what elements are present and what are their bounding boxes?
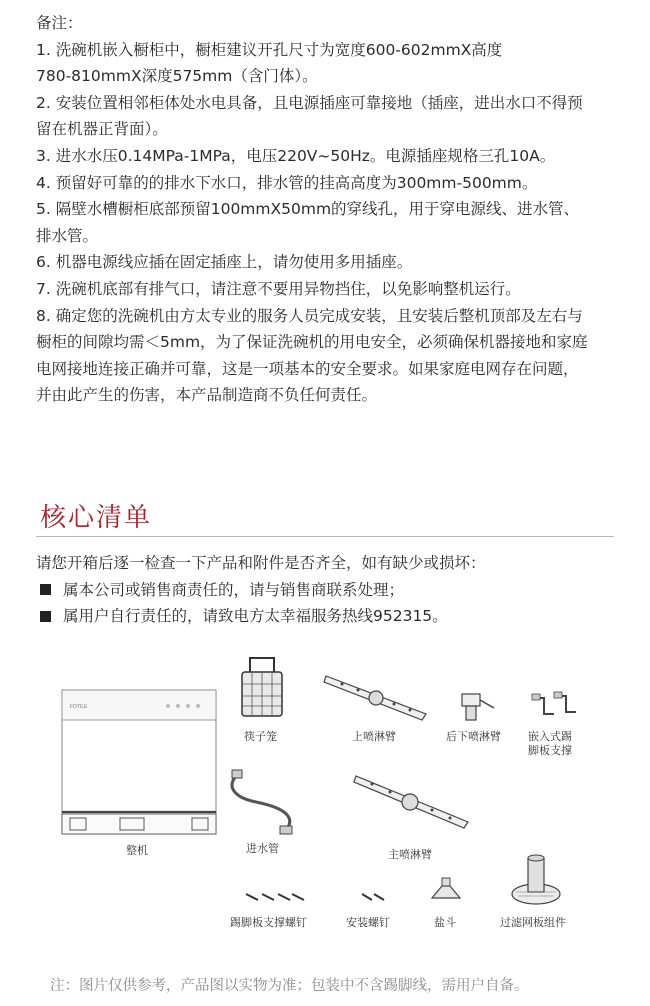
kickplate-bracket-label-1: 嵌入式踢 (528, 730, 572, 743)
install-screws-illustration (358, 886, 388, 906)
notes-line: 6. 机器电源线应插在固定插座上，请勿使用多用插座。 (36, 253, 413, 272)
square-bullet-icon (40, 611, 51, 622)
rear-lower-spray-arm-label: 后下喷淋臂 (446, 730, 501, 743)
checklist-title: 核心清单 (40, 503, 153, 533)
footnote: 注：图片仅供参考，产品图以实物为准；包装中不含踢脚线，需用户自备。 (50, 978, 529, 994)
checklist-bullet-item (36, 603, 486, 630)
rear-lower-spray-arm-illustration (456, 688, 500, 724)
dishwasher-brand-text: FOTILE (70, 704, 88, 710)
checklist-bullet-item (36, 577, 486, 604)
notes-line: 5. 隔壁水槽橱柜底部预留100mmX50mm的穿线孔，用于穿电源线、进水管、 (36, 200, 580, 219)
notes-line: 780-810mmX深度575mm（含门体）。 (36, 67, 318, 86)
main-spray-arm-illustration (352, 768, 472, 834)
inlet-hose-label: 进水管 (246, 842, 279, 855)
dishwasher-illustration (60, 688, 220, 838)
checklist-bullet-text: 属用户自行责任的，请致电方太幸福服务热线952315。 (63, 607, 448, 626)
notes-section (36, 10, 626, 409)
salt-funnel-illustration (428, 874, 464, 908)
notes-line: 并由此产生的伤害，本产品制造商不负任何责任。 (36, 386, 378, 405)
parts-illustration (0, 650, 650, 950)
title-divider (36, 536, 614, 537)
checklist-intro: 请您开箱后逐一检查一下产品和附件是否齐全，如有缺少或损坏： (36, 554, 486, 572)
salt-funnel-label: 盐斗 (434, 916, 456, 929)
kickplate-screws-illustration (242, 886, 306, 906)
notes-heading: 备注： (36, 14, 83, 32)
upper-spray-arm-label: 上喷淋臂 (352, 730, 396, 743)
notes-line: 电网接地连接正确并可靠，这是一项基本的安全要求。如果家庭电网存在问题， (36, 359, 579, 378)
notes-line: 2. 安装位置相邻柜体处水电具备，且电源插座可靠接地（插座，进出水口不得预 (36, 93, 583, 112)
notes-line: 1. 洗碗机嵌入橱柜中，橱柜建议开孔尺寸为宽度600-602mmX高度 (36, 40, 503, 59)
install-screws-label: 安装螺钉 (346, 916, 390, 929)
notes-line: 7. 洗碗机底部有排气口，请注意不要用异物挡住，以免影响整机运行。 (36, 279, 521, 298)
filter-assembly-label: 过滤网板组件 (500, 916, 566, 929)
kickplate-bracket-illustration (530, 688, 580, 724)
notes-line: 排水管。 (36, 226, 99, 245)
checklist-bullet-text: 属本公司或销售商责任的，请与销售商联系处理； (63, 580, 405, 599)
dishwasher-label: 整机 (126, 844, 148, 857)
main-spray-arm-label: 主喷淋臂 (388, 848, 432, 861)
notes-line: 橱柜的间隙均需＜5mm，为了保证洗碗机的用电安全，必须确保机器接地和家庭 (36, 333, 588, 352)
notes-line: 8. 确定您的洗碗机由方太专业的服务人员完成安装，且安装后整机顶部及左右与 (36, 306, 583, 325)
notes-line: 3. 进水水压0.14MPa-1MPa，电压220V~50Hz。电源插座规格三孔10A。 (36, 146, 556, 165)
kickplate-screws-label: 踢脚板支撑螺钉 (230, 916, 307, 929)
upper-spray-arm-illustration (322, 668, 432, 724)
notes-line: 4. 预留好可靠的的排水下水口，排水管的挂高高度为300mm-500mm。 (36, 173, 538, 192)
square-bullet-icon (40, 584, 51, 595)
notes-line: 留在机器正背面）。 (36, 120, 168, 139)
cutlery-basket-illustration (236, 654, 288, 724)
inlet-hose-illustration (226, 768, 302, 838)
filter-assembly-illustration (506, 848, 566, 912)
checklist-intro-block (36, 550, 486, 630)
kickplate-bracket-label-2: 脚板支撑 (528, 744, 572, 757)
cutlery-basket-label: 筷子笼 (244, 730, 277, 743)
